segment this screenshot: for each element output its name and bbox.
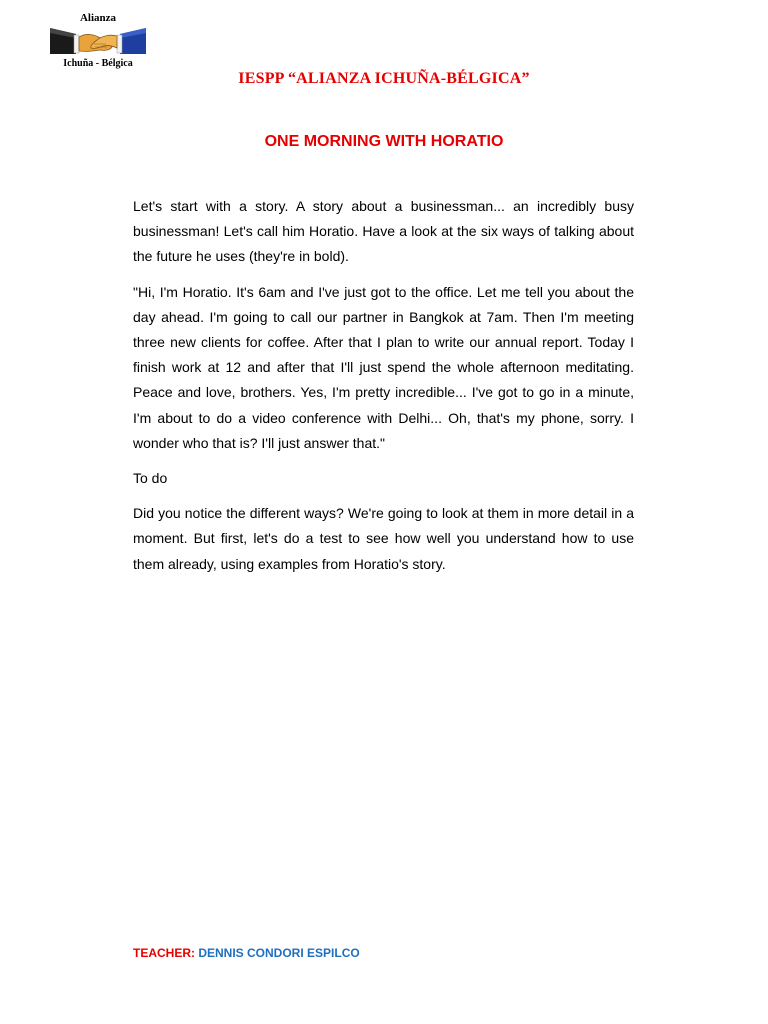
paragraph-intro: Let's start with a story. A story about a businessman... an incredibly busy businessman! Let's call him Horatio. Have a look at the six ways of talking about the future he uses (they're in bold). (133, 198, 634, 265)
paragraph-test-intro: Did you notice the different ways? We're going to look at them in more detail in a moment. But first, let's do a test to see how well you understand how to use them already, using examples from Horatio's story. (133, 505, 634, 572)
school-logo (50, 12, 146, 72)
handshake-icon (50, 24, 146, 58)
paragraph-to-do: To do (133, 470, 168, 487)
institution-heading: IESPP “ALIANZA ICHUÑA-BÉLGICA” (238, 70, 530, 87)
story-body (133, 194, 634, 587)
logo-bottom-text: Ichuña - Bélgica (63, 58, 133, 69)
teacher-label: TEACHER: (133, 946, 195, 960)
teacher-name: DENNIS CONDORI ESPILCO (198, 946, 360, 960)
document-title: ONE MORNING WITH HORATIO (264, 133, 504, 150)
teacher-footer (133, 946, 360, 960)
logo-top-text: Alianza (79, 12, 117, 24)
paragraph-horatio-quote: "Hi, I'm Horatio. It's 6am and I've just got to the office. Let me tell you about the day ahead. I'm going to call our partner in Bangkok at 7am. Then I'm meeting three new clients for coffee. After that I plan to write our annual report. Today I finish work at 12 and after that I'll just spend the whole afternoon meditating. Peace and love, brothers. Yes, I'm pretty incredible... I've got to go in a minute, I'm about to do a video conference with Delhi... Oh, that's my phone, sorry. I wonder who that is? I'll just answer that." (133, 283, 634, 451)
